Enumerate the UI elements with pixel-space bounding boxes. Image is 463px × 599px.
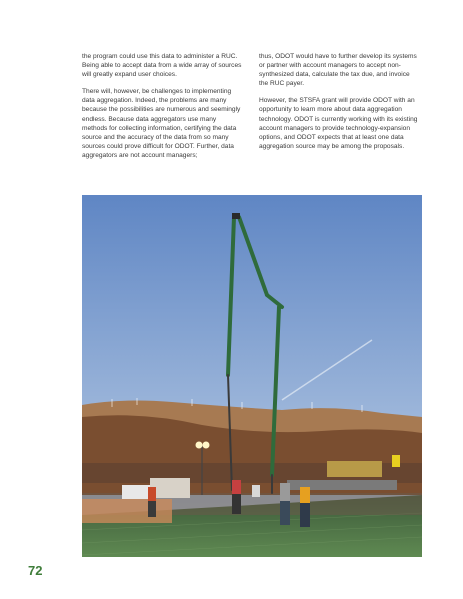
text-column-left [82, 52, 242, 168]
barrier [82, 499, 172, 523]
truck [122, 485, 150, 499]
page-number: 72 [28, 563, 43, 578]
text-column-right [259, 52, 419, 159]
work-light [196, 442, 203, 449]
paragraph: However, the STSFA grant will provide ODOT with an opportunity to learn more about data aggregation technology. ODOT is currently working with its existing account managers to provide technology-expansion options, and ODOT expects that at least one data aggregation source may be among the proposals. [259, 97, 418, 150]
paragraph: thus, ODOT would have to further develop its systems or partner with account managers to accept non-synthesized data, calculate the tax due, and invoice the RUC payer. [259, 53, 417, 88]
paragraph: the program could use this data to administer a RUC. Being able to accept data from a wide array of sources will greatly expand user choices. [82, 53, 242, 79]
paving-machine [327, 461, 382, 477]
construction-photo [82, 195, 422, 557]
work-light [203, 442, 210, 449]
paragraph: There will, however, be challenges to implementing data aggregation. Indeed, the problems are many because the possibilities are numerous and seemingly endless. Because data aggregators use many methods for collecting information, certifying the data source and the accuracy of the data from so many sources could prove difficult for ODOT. Further, data aggregators are not account managers; [82, 88, 241, 159]
